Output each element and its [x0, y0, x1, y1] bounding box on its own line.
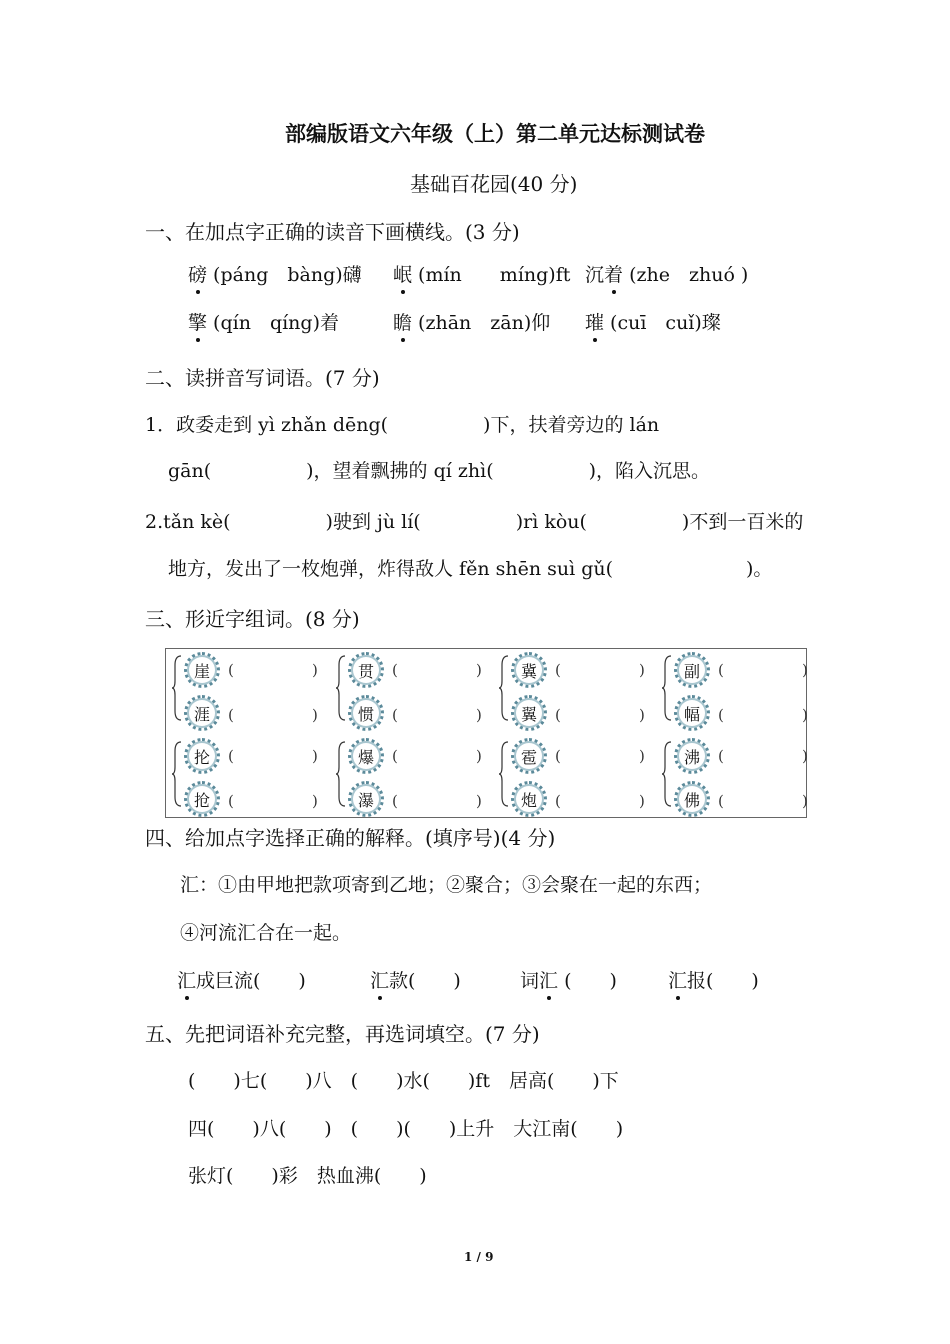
s1-item-1: 磅 (páng bàng)礴: [188, 260, 362, 287]
s2-line-4: 地方，发出了一枚炮弹，炸得敌人 fěn shēn suì gǔ( )。: [168, 558, 773, 580]
s2-line-2: gān( )，望着飘拂的 qí zhì( )，陷入沉思。: [168, 460, 711, 482]
char-badge: 翼: [511, 695, 547, 731]
char-badge: 抢: [184, 781, 220, 817]
s2-line-3: 2.tǎn kè( )驶到 jù lí( )rì kòu( )不到一百米的: [145, 511, 804, 533]
brace-icon: [662, 741, 672, 807]
char-group: [172, 651, 322, 727]
s1-item-6: 璀 (cuī cuǐ)璨: [585, 308, 721, 335]
answer-blank[interactable]: ( ): [228, 661, 318, 679]
s2-line-1: 1．政委走到 yì zhǎn dēng( )下，扶着旁边的 lán: [145, 414, 660, 436]
s4-heading: 四、给加点字选择正确的解释。(填序号)(4 分): [145, 826, 556, 850]
char-badge: 沸: [674, 738, 710, 774]
s5-line-3: 张灯( )彩 热血沸( ): [188, 1165, 427, 1187]
s1-item-5: 瞻 (zhān zān)仰: [393, 308, 550, 335]
s4-item-4: 汇报( ): [668, 966, 759, 993]
brace-icon: [336, 655, 346, 721]
char-badge: 雹: [511, 738, 547, 774]
page-title: 部编版语文六年级（上）第二单元达标测试卷: [285, 121, 705, 146]
answer-blank[interactable]: ( ): [392, 792, 482, 810]
s1-item-4: 擎 (qín qíng)着: [188, 308, 339, 335]
char-badge: 幅: [674, 695, 710, 731]
char-badge: 炮: [511, 781, 547, 817]
char-group: [499, 737, 649, 813]
s4-definition-1: 汇：①由甲地把款项寄到乙地；②聚合；③会聚在一起的东西；: [180, 874, 713, 896]
answer-blank[interactable]: ( ): [718, 706, 808, 724]
brace-icon: [499, 741, 509, 807]
s5-heading: 五、先把词语补充完整，再选词填空。(7 分): [145, 1022, 540, 1046]
answer-blank[interactable]: ( ): [718, 661, 808, 679]
s2-heading: 二、读拼音写词语。(7 分): [145, 366, 380, 390]
section-subtitle: 基础百花园(40 分): [410, 172, 578, 196]
similar-char-table: [165, 648, 807, 818]
answer-blank[interactable]: ( ): [555, 747, 645, 765]
answer-blank[interactable]: ( ): [228, 706, 318, 724]
s3-heading: 三、形近字组词。(8 分): [145, 607, 360, 631]
answer-blank[interactable]: ( ): [555, 706, 645, 724]
brace-icon: [172, 741, 182, 807]
brace-icon: [336, 741, 346, 807]
answer-blank[interactable]: ( ): [555, 661, 645, 679]
brace-icon: [499, 655, 509, 721]
char-badge: 冀: [511, 652, 547, 688]
answer-blank[interactable]: ( ): [392, 747, 482, 765]
char-group: [662, 737, 812, 813]
char-badge: 抡: [184, 738, 220, 774]
s4-item-1: 汇成巨流( ): [177, 966, 306, 993]
s1-item-2: 岷 (mín míng)ft: [393, 260, 570, 287]
char-badge: 贯: [348, 652, 384, 688]
s4-definition-2: ④河流汇合在一起。: [180, 922, 352, 944]
char-badge: 佛: [674, 781, 710, 817]
s5-line-2: 四( )八( ) ( )( )上升 大江南( ): [188, 1118, 624, 1140]
char-group: [499, 651, 649, 727]
char-badge: 爆: [348, 738, 384, 774]
s1-item-3: 沉着 (zhe zhuó ): [585, 260, 748, 287]
brace-icon: [662, 655, 672, 721]
brace-icon: [172, 655, 182, 721]
answer-blank[interactable]: ( ): [392, 706, 482, 724]
s4-item-3: 词汇 ( ): [520, 966, 617, 993]
char-badge: 副: [674, 652, 710, 688]
char-badge: 涯: [184, 695, 220, 731]
page-number: 1 / 9: [464, 1250, 494, 1264]
answer-blank[interactable]: ( ): [718, 747, 808, 765]
char-badge: 瀑: [348, 781, 384, 817]
s4-item-2: 汇款( ): [370, 966, 461, 993]
char-badge: 惯: [348, 695, 384, 731]
answer-blank[interactable]: ( ): [228, 792, 318, 810]
s1-heading: 一、在加点字正确的读音下画横线。(3 分): [145, 220, 520, 244]
char-group: [336, 737, 486, 813]
char-badge: 崖: [184, 652, 220, 688]
answer-blank[interactable]: ( ): [718, 792, 808, 810]
s5-line-1: ( )七( )八 ( )水( )ft 居高( )下: [188, 1070, 619, 1092]
answer-blank[interactable]: ( ): [555, 792, 645, 810]
char-group: [336, 651, 486, 727]
answer-blank[interactable]: ( ): [228, 747, 318, 765]
char-group: [172, 737, 322, 813]
answer-blank[interactable]: ( ): [392, 661, 482, 679]
char-group: [662, 651, 812, 727]
